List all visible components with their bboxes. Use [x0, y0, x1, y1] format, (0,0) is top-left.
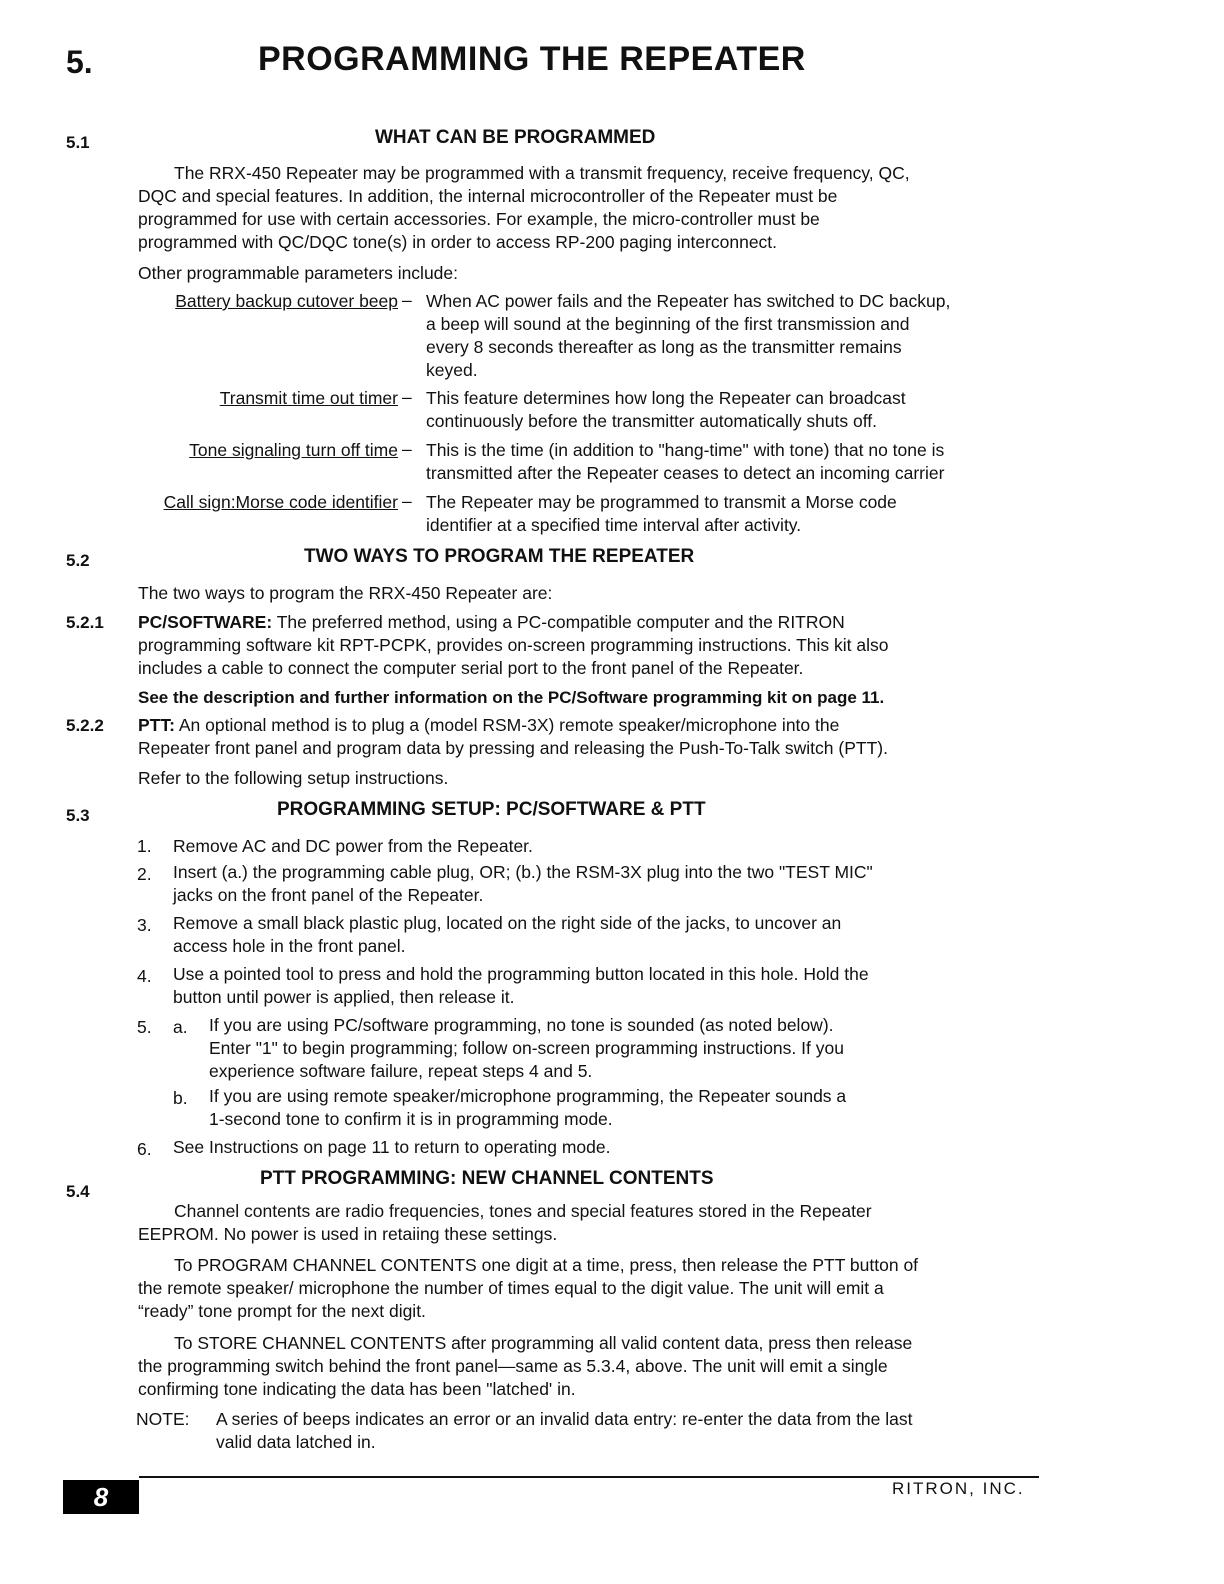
paragraph-line: programming software kit RPT-PCPK, provides on-screen programming instructions. This kit also	[138, 635, 889, 655]
step-number: 2.	[137, 864, 152, 884]
lead-text: An optional method is to plug a (model RSM-3X) remote speaker/microphone into the	[174, 715, 840, 735]
step-number: 4.	[137, 966, 152, 986]
paragraph-line: Repeater front panel and program data by pressing and releasing the Push-To-Talk switch (PTT).	[138, 738, 888, 758]
paragraph-line: includes a cable to connect the computer serial port to the front panel of the Repeater.	[138, 658, 804, 678]
step-number: 1.	[137, 836, 152, 856]
definition-line: a beep will sound at the beginning of the first transmission and	[426, 314, 910, 334]
step-line: Use a pointed tool to press and hold the programming button located in this hole. Hold the	[173, 964, 869, 984]
paragraph-line: programmed for use with certain accessories. For example, the micro-controller must be	[138, 209, 820, 229]
definition-line: continuously before the transmitter automatically shuts off.	[426, 411, 878, 431]
step-line: button until power is applied, then release it.	[173, 987, 515, 1007]
step-number: 5.	[137, 1017, 152, 1037]
definition-line: identifier at a specified time interval after activity.	[426, 515, 802, 535]
term-dash: –	[402, 491, 412, 511]
paragraph-line: the programming switch behind the front panel—same as 5.3.4, above. The unit will emit a single	[138, 1356, 888, 1376]
step-line: Remove a small black plastic plug, located on the right side of the jacks, to uncover an	[173, 913, 842, 933]
step-text	[173, 963, 869, 1009]
chapter-title: PROGRAMMING THE REPEATER	[258, 40, 806, 78]
section-number: 5.2	[66, 551, 90, 570]
definition-line: This feature determines how long the Repeater can broadcast	[426, 388, 906, 408]
definition-line: keyed.	[426, 360, 478, 380]
step-text	[209, 1014, 844, 1083]
paragraph-line: EEPROM. No power is used in retaiing these settings.	[138, 1224, 558, 1244]
section-number: 5.3	[66, 806, 90, 825]
step-text	[173, 861, 873, 907]
paragraph-line	[138, 714, 839, 737]
section-title: PTT PROGRAMMING: NEW CHANNEL CONTENTS	[260, 1168, 714, 1189]
paragraph-line: “ready” tone prompt for the next digit.	[138, 1301, 426, 1321]
paragraph-line: To STORE CHANNEL CONTENTS after programming all valid content data, press then release	[174, 1333, 913, 1353]
term-label: Call sign:Morse code identifier	[163, 492, 398, 512]
term-label: Tone signaling turn off time	[189, 440, 398, 460]
section-number: 5.4	[66, 1182, 90, 1201]
step-line: jacks on the front panel of the Repeater.	[173, 885, 484, 905]
paragraph-line: the remote speaker/ microphone the number of times equal to the digit value. The unit will emit a	[138, 1278, 884, 1298]
lead-term: PTT:	[138, 715, 175, 735]
chapter-number: 5.	[66, 44, 93, 80]
footer-rule	[139, 1476, 1039, 1478]
step-line: If you are using remote speaker/microphone programming, the Repeater sounds a	[209, 1086, 847, 1106]
step-line: If you are using PC/software programming, no tone is sounded (as noted below).	[209, 1015, 834, 1035]
section-title: WHAT CAN BE PROGRAMMED	[375, 127, 656, 148]
company-name: RITRON, INC.	[892, 1479, 1025, 1498]
definition-line: This is the time (in addition to "hang-time" with tone) that no tone is	[426, 440, 945, 460]
term-definition	[426, 290, 1036, 382]
substep-letter: b.	[173, 1088, 188, 1108]
paragraph-line: The two ways to program the RRX-450 Repeater are:	[138, 583, 553, 603]
paragraph-line: The RRX-450 Repeater may be programmed with a transmit frequency, receive frequency, QC,	[174, 163, 910, 183]
term-label: Battery backup cutover beep	[175, 291, 398, 311]
note-text	[216, 1408, 913, 1454]
term-definition	[426, 439, 1036, 485]
step-text	[173, 912, 841, 958]
definition-line: The Repeater may be programmed to transmit a Morse code	[426, 492, 897, 512]
paragraph-line: Other programmable parameters include:	[138, 263, 459, 283]
paragraph-line	[138, 611, 845, 634]
term-definition	[426, 387, 1036, 433]
paragraph-line: confirming tone indicating the data has been "latched' in.	[138, 1379, 576, 1399]
step-text	[209, 1085, 846, 1131]
step-number: 6.	[137, 1139, 152, 1159]
step-text: See Instructions on page 11 to return to operating mode.	[173, 1137, 611, 1157]
lead-term: PC/SOFTWARE:	[138, 612, 273, 632]
page-number: 8	[63, 1480, 139, 1514]
section-title: PROGRAMMING SETUP: PC/SOFTWARE & PTT	[277, 799, 706, 820]
term-definition	[426, 491, 1036, 537]
paragraph-line: To PROGRAM CHANNEL CONTENTS one digit at a time, press, then release the PTT button of	[174, 1255, 919, 1275]
definition-line: When AC power fails and the Repeater has switched to DC backup,	[426, 291, 951, 311]
term-dash: –	[402, 439, 412, 459]
lead-text: The preferred method, using a PC-compatible computer and the RITRON	[272, 612, 845, 632]
step-line: experience software failure, repeat steps 4 and 5.	[209, 1061, 593, 1081]
step-number: 3.	[137, 915, 152, 935]
subsection-number: 5.2.2	[66, 716, 104, 735]
section-title: TWO WAYS TO PROGRAM THE REPEATER	[304, 546, 695, 567]
section-number: 5.1	[66, 133, 90, 152]
note-line: A series of beeps indicates an error or an invalid data entry: re-enter the data from the last	[216, 1409, 913, 1429]
definition-line: every 8 seconds thereafter as long as the transmitter remains	[426, 337, 902, 357]
subsection-number: 5.2.1	[66, 613, 104, 632]
term-label: Transmit time out timer	[219, 388, 398, 408]
paragraph-line: Channel contents are radio frequencies, tones and special features stored in the Repeater	[174, 1201, 872, 1221]
paragraph-line: DQC and special features. In addition, the internal microcontroller of the Repeater must be	[138, 186, 838, 206]
step-line: 1-second tone to confirm it is in programming mode.	[209, 1109, 613, 1129]
step-line: Insert (a.) the programming cable plug, OR; (b.) the RSM-3X plug into the two "TEST MIC"	[173, 862, 873, 882]
term-dash: –	[402, 387, 412, 407]
term-dash: –	[402, 290, 412, 310]
note-line: valid data latched in.	[216, 1432, 376, 1452]
paragraph-line: programmed with QC/DQC tone(s) in order to access RP-200 paging interconnect.	[138, 232, 778, 252]
step-line: access hole in the front panel.	[173, 936, 406, 956]
substep-letter: a.	[173, 1017, 188, 1037]
paragraph-line: Refer to the following setup instructions.	[138, 768, 449, 788]
definition-line: transmitted after the Repeater ceases to detect an incoming carrier	[426, 463, 945, 483]
note-label: NOTE:	[136, 1409, 190, 1429]
step-text: Remove AC and DC power from the Repeater.	[173, 836, 533, 856]
step-line: Enter "1" to begin programming; follow on-screen programming instructions. If you	[209, 1038, 844, 1058]
cross-reference: See the description and further information on the PC/Software programming kit on page 11.	[138, 688, 885, 707]
